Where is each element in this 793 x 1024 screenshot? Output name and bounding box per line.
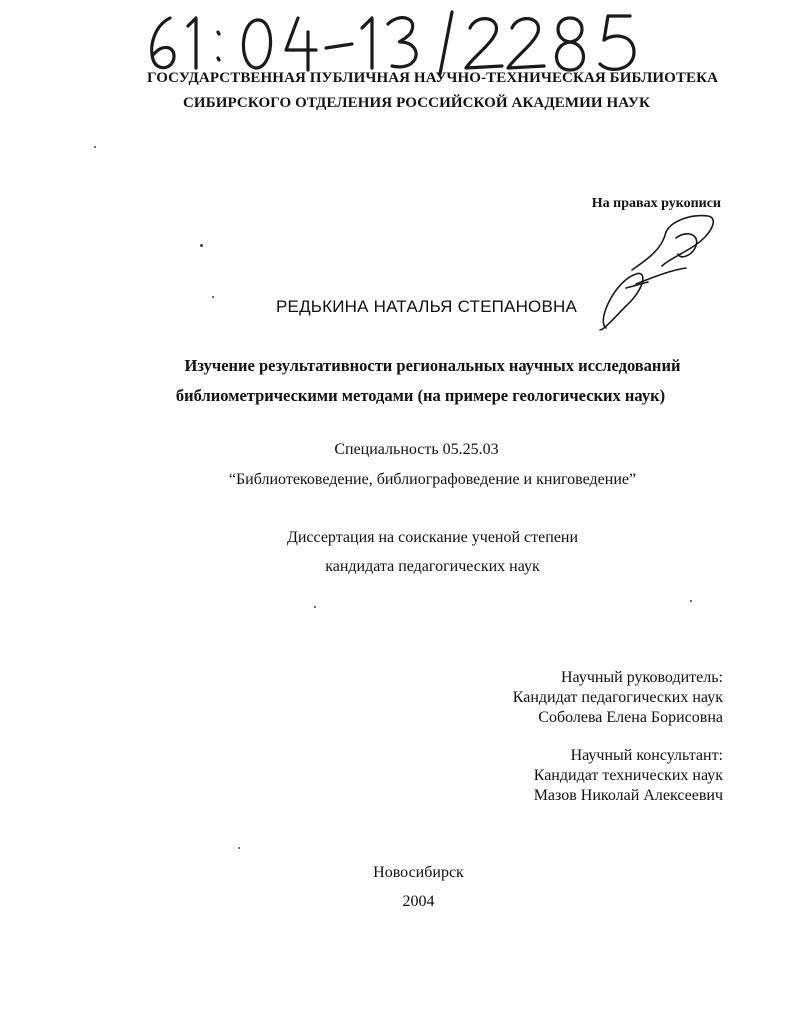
dissertation-title-line-1: Изучение результативности региональных научных исследований (184, 356, 681, 375)
specialty-name: “Библиотековедение, библиографоведение и книговедение” (228, 471, 637, 488)
scan-speck (314, 606, 316, 608)
author-name: РЕДЬКИНА НАТАЛЬЯ СТЕПАНОВНА (276, 297, 578, 316)
org-name-line-1: ГОСУДАРСТВЕННАЯ ПУБЛИЧНАЯ НАУЧНО-ТЕХНИЧЕСКАЯ БИБЛИОТЕКА (146, 70, 719, 86)
scan-speck (212, 296, 214, 298)
footer-city: Новосибирск (373, 864, 464, 881)
scan-speck (238, 847, 240, 849)
scan-speck (200, 244, 203, 247)
supervisor-role: Научный руководитель: (560, 669, 723, 686)
degree-line-2: кандидата педагогических наук (325, 558, 540, 575)
supervisor-name: Соболева Елена Борисовна (538, 709, 723, 726)
consultant-block (534, 746, 723, 806)
supervisor-degree: Кандидат педагогических наук (512, 689, 723, 706)
scan-speck (94, 146, 96, 148)
consultant-name: Мазов Николай Алексеевич (533, 787, 723, 804)
degree-line-1: Диссертация на соискание ученой степени (286, 529, 579, 546)
handwritten-archive-code (140, 4, 640, 76)
supervisor-block (513, 668, 723, 728)
footer-year: 2004 (402, 893, 435, 910)
manuscript-rights-note: На правах рукописи (591, 196, 721, 211)
consultant-role: Научный консультант: (570, 747, 723, 764)
scan-speck (690, 600, 692, 602)
signature-mark (596, 210, 736, 340)
org-name-line-2: СИБИРСКОГО ОТДЕЛЕНИЯ РОССИЙСКОЙ АКАДЕМИИ НАУК (183, 95, 650, 111)
consultant-degree: Кандидат технических наук (533, 767, 723, 784)
specialty-code: Специальность 05.25.03 (334, 441, 499, 458)
dissertation-title-line-2: библиометрическими методами (на примере геологических наук) (175, 386, 666, 405)
